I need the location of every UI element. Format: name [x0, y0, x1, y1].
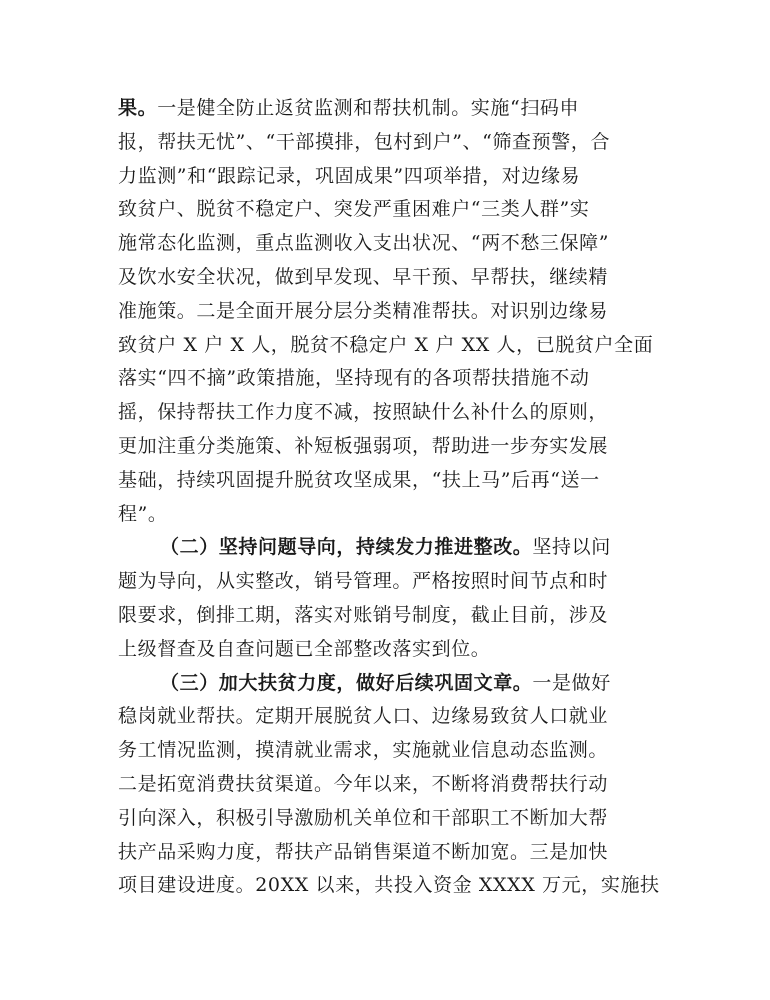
text-run: 坚持以问 [532, 536, 611, 559]
section-heading: （二）坚持问题导向，持续发力推进整改。 [160, 536, 533, 559]
text-line: 准施策。二是全面开展分层分类精准帮扶。对识别边缘易 [118, 299, 609, 322]
text-line: 上级督查及自查问题已全部整改落实到位。 [118, 637, 491, 660]
text-line: 施常态化监测，重点监测收入支出状况、“两不愁三保障” [118, 232, 610, 255]
section-heading: （三）加大扶贫力度，做好后续巩固文章。 [160, 671, 533, 694]
text-line: 力监测”和“跟踪记录，巩固成果”四项举措，对边缘易 [118, 164, 581, 187]
text-line: 项目建设进度。20XX 以来，共投入资金 XXXX 万元，实施扶 [118, 874, 660, 897]
body-text [118, 92, 658, 903]
text-run: 一是做好 [532, 671, 611, 694]
section-heading-line [118, 667, 658, 701]
text-line: 程”。 [118, 502, 168, 525]
bold-run: 果。 [118, 97, 158, 119]
text-run: 一是健全防止返贫监测和帮扶机制。实施“扫码申 [157, 97, 580, 119]
text-line: 致贫户、脱贫不稳定户、突发严重困难户“三类人群”实 [118, 198, 590, 221]
text-line: 扶产品采购力度，帮扶产品销售渠道不断加宽。三是加快 [118, 840, 609, 863]
text-line: 致贫户 X 户 X 人，脱贫不稳定户 X 户 XX 人，已脱贫户全面 [118, 333, 654, 356]
text-line: 稳岗就业帮扶。定期开展脱贫人口、边缘易致贫人口就业 [118, 705, 609, 728]
text-line: 摇，保持帮扶工作力度不减，按照缺什么补什么的原则， [118, 401, 609, 424]
text-line: 题为导向，从实整改，销号管理。严格按照时间节点和时 [118, 570, 609, 593]
text-line: 务工情况监测，摸清就业需求，实施就业信息动态监测。 [118, 739, 609, 762]
section-heading-line [118, 531, 658, 565]
text-line: 引向深入，积极引导激励机关单位和干部职工不断加大帮 [118, 806, 609, 829]
text-line: 限要求，倒排工期，落实对账销号制度，截止目前，涉及 [118, 603, 609, 626]
text-line [118, 92, 658, 126]
text-line: 及饮水安全状况，做到早发现、早干预、早帮扶，继续精 [118, 265, 609, 288]
text-line: 报，帮扶无忧”、“干部摸排，包村到户”、“筛查预警，合 [118, 130, 611, 153]
text-line: 基础，持续巩固提升脱贫攻坚成果，“扶上马”后再“送一 [118, 468, 600, 491]
text-line: 落实“四不摘”政策措施，坚持现有的各项帮扶措施不动 [118, 367, 590, 390]
text-line: 更加注重分类施策、补短板强弱项，帮助进一步夯实发展 [118, 434, 609, 457]
text-line: 二是拓宽消费扶贫渠道。今年以来，不断将消费帮扶行动 [118, 772, 609, 795]
